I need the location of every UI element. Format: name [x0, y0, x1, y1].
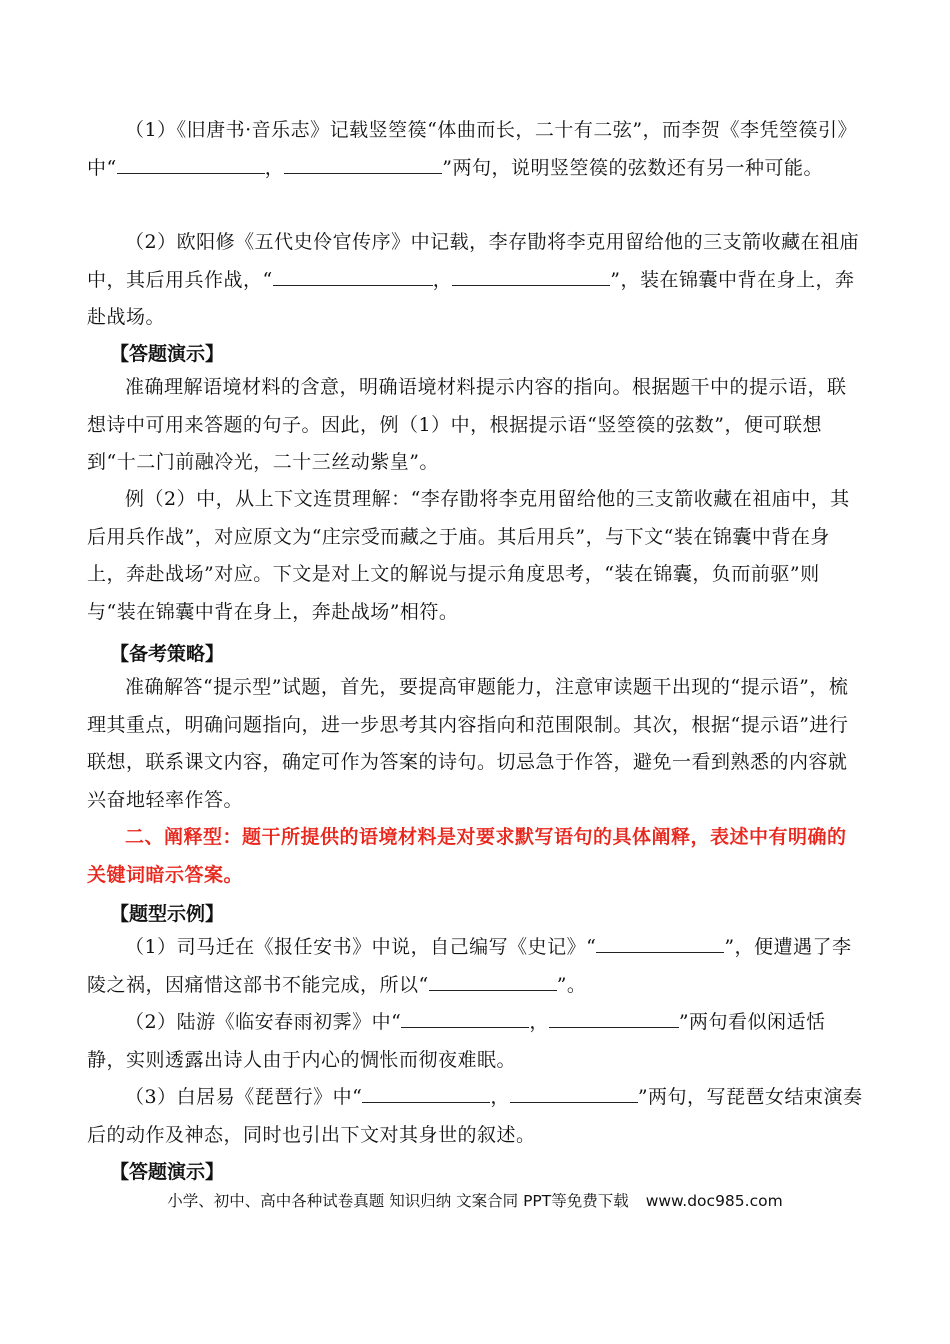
ex3-text-end: ”两句，写琵琶女结束演奏后的动作及神态，同时也引出下文对其身世的叙述。 — [87, 1086, 863, 1146]
answer-blank[interactable] — [549, 1009, 679, 1028]
q2-text-end: ”，装在锦囊中背在身上，奔赴战场。 — [87, 268, 855, 328]
ex1-text-mid: ”，便遭遇了李陵之祸，因痛惜这部书不能完成，所以“ — [87, 936, 852, 996]
footer — [0, 1190, 950, 1212]
question-2 — [87, 224, 863, 337]
footer-text: 小学、初中、高中各种试卷真题 知识归纳 文案合同 PPT等免费下载 — [167, 1192, 629, 1210]
ex3-separator: ， — [490, 1086, 510, 1108]
answer-blank[interactable] — [117, 155, 265, 174]
heading-strategy: 【备考策略】 — [110, 643, 225, 665]
answer-blank[interactable] — [362, 1084, 490, 1103]
ex2-text-start: （2）陆游《临安春雨初霁》中“ — [125, 1011, 402, 1033]
ex1-text-end: ”。 — [556, 973, 587, 996]
answer-blank[interactable] — [284, 155, 442, 174]
demo-paragraph-1: 准确理解语境材料的含意，明确语境材料提示内容的指向。根据题干中的提示语，联想诗中可用来答题的句子。因此，例（1）中，根据提示语“竖箜篌的弦数”，便可联想到“十二门前融冷光，二十三丝动紫皇”。 — [87, 376, 847, 473]
answer-blank[interactable] — [510, 1084, 638, 1103]
ex1-text-start: （1）司马迁在《报任安书》中说，自己编写《史记》“ — [125, 936, 597, 958]
question-1 — [87, 112, 863, 187]
answer-blank[interactable] — [401, 1009, 529, 1028]
ex3-text-start: （3）白居易《琵琶行》中“ — [125, 1086, 363, 1108]
q2-separator: ， — [432, 268, 453, 291]
answer-blank[interactable] — [273, 267, 433, 286]
example-1 — [87, 929, 863, 1004]
demo-paragraph-2: 例（2）中，从上下文连贯理解：“李存勖将李克用留给他的三支箭收藏在祖庙中，其后用兵作战”，对应原文为“庄宗受而藏之于庙。其后用兵”，与下文“装在锦囊中背在身上，奔赴战场”对应。下文是对上文的解说与提示角度思考，“装在锦囊，负而前驱”则与“装在锦囊中背在身上，奔赴战场”相符。 — [87, 488, 850, 623]
heading-answer-demo: 【答题演示】 — [110, 343, 225, 365]
footer-site-link[interactable]: www.doc985.com — [645, 1192, 783, 1210]
q1-text-end: ”两句，说明竖箜篌的弦数还有另一种可能。 — [442, 156, 823, 179]
q2-text-start: （2）欧阳修《五代史伶官传序》中记载，李存勖将李克用留给他的三支箭收藏在祖庙中，其后用兵作战，“ — [87, 231, 860, 291]
section-2-title: 二、阐释型：题干所提供的语境材料是对要求默写语句的具体阐释，表述中有明确的关键词暗示答案。 — [87, 826, 847, 886]
answer-blank[interactable] — [596, 934, 724, 953]
heading-answer-demo-2: 【答题演示】 — [110, 1161, 225, 1183]
answer-blank[interactable] — [429, 972, 557, 991]
q1-text-start: （1）《旧唐书·音乐志》记载竖箜篌“体曲而长，二十有二弦”，而李贺《李凭箜篌引》中“ — [87, 119, 858, 179]
ex2-separator: ， — [529, 1011, 549, 1033]
heading-example: 【题型示例】 — [110, 903, 225, 925]
q1-separator: ， — [264, 156, 285, 179]
answer-blank[interactable] — [452, 267, 610, 286]
ex2-text-end: ”两句看似闲适恬静，实则透露出诗人由于内心的惆怅而彻夜难眠。 — [87, 1011, 826, 1071]
example-2 — [87, 1004, 863, 1079]
strategy-paragraph: 准确解答“提示型”试题，首先，要提高审题能力，注意审读题干出现的“提示语”，梳理其重点，明确问题指向，进一步思考其内容指向和范围限制。其次，根据“提示语”进行联想，联系课文内容，确定可作为答案的诗句。切忌急于作答，避免一看到熟悉的内容就兴奋地轻率作答。 — [87, 676, 849, 811]
example-3 — [87, 1079, 863, 1154]
